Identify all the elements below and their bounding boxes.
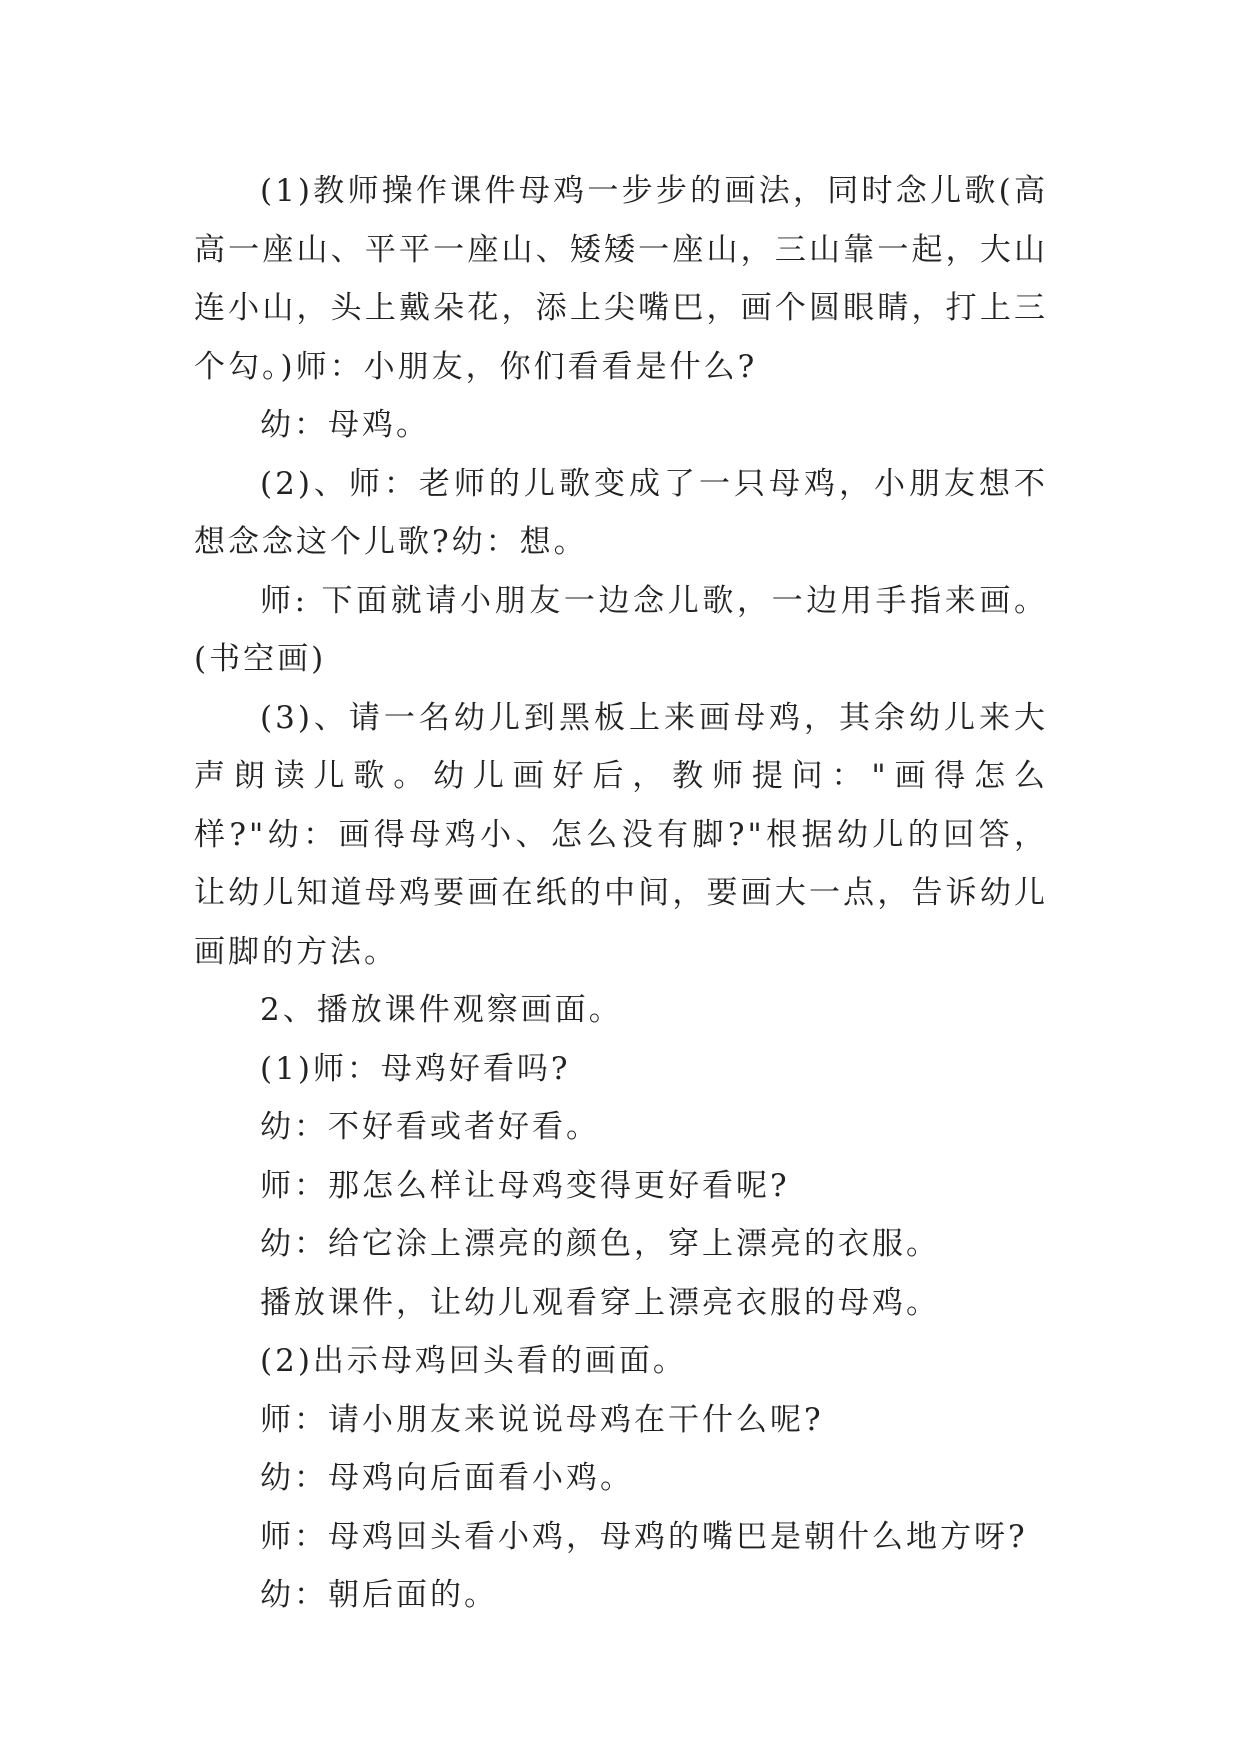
paragraph-finger-drawing: 师: 下面就请小朋友一边念儿歌，一边用手指来画。(书空画) bbox=[194, 582, 1048, 677]
paragraph-play-courseware: 播放课件，让幼儿观看穿上漂亮衣服的母鸡。 bbox=[260, 1284, 940, 1321]
paragraph-section-2-heading: 2、播放课件观察画面。 bbox=[260, 992, 623, 1028]
paragraph-step-3-blackboard: (3)、请一名幼儿到黑板上来画母鸡，其余幼儿来大声朗读儿歌。幼儿画好后，教师提问："画得怎么样?"幼：画得母鸡小、怎么没有脚?"根据幼儿的回答，让幼儿知道母鸡要画在纸的中间，要画大一点，告诉幼儿画脚的方法。 bbox=[194, 699, 1048, 970]
paragraph-answer-looking: 幼：母鸡向后面看小鸡。 bbox=[260, 1460, 634, 1496]
paragraph-answer-pretty: 幼：不好看或者好看。 bbox=[260, 1109, 600, 1145]
paragraph-answer-color: 幼：给它涂上漂亮的颜色，穿上漂亮的衣服。 bbox=[260, 1226, 940, 1262]
paragraph-show-hen-look-back: (2)出示母鸡回头看的画面。 bbox=[260, 1343, 687, 1379]
paragraph-child-answer-hen: 幼：母鸡。 bbox=[260, 407, 430, 443]
paragraph-step-1-drawing: (1)教师操作课件母鸡一步步的画法，同时念儿歌(高高一座山、平平一座山、矮矮一座山，三山靠一起，大山连小山，头上戴朵花，添上尖嘴巴，画个圆眼睛，打上三个勾。)师：小朋友，你们看看是什么? bbox=[194, 173, 1048, 385]
paragraph-question-pretty: (1)师：母鸡好看吗? bbox=[260, 1050, 571, 1087]
paragraph-question-doing: 师：请小朋友来说说母鸡在干什么呢? bbox=[260, 1401, 824, 1438]
paragraph-question-how: 师：那怎么样让母鸡变得更好看呢? bbox=[260, 1167, 790, 1204]
paragraph-question-beak: 师：母鸡回头看小鸡，母鸡的嘴巴是朝什么地方呀? bbox=[260, 1518, 1028, 1555]
paragraph-step-2-song: (2)、师：老师的儿歌变成了一只母鸡，小朋友想不想念念这个儿歌?幼：想。 bbox=[194, 465, 1048, 560]
paragraph-answer-backward: 幼：朝后面的。 bbox=[260, 1577, 498, 1613]
document-body bbox=[194, 162, 1048, 1625]
